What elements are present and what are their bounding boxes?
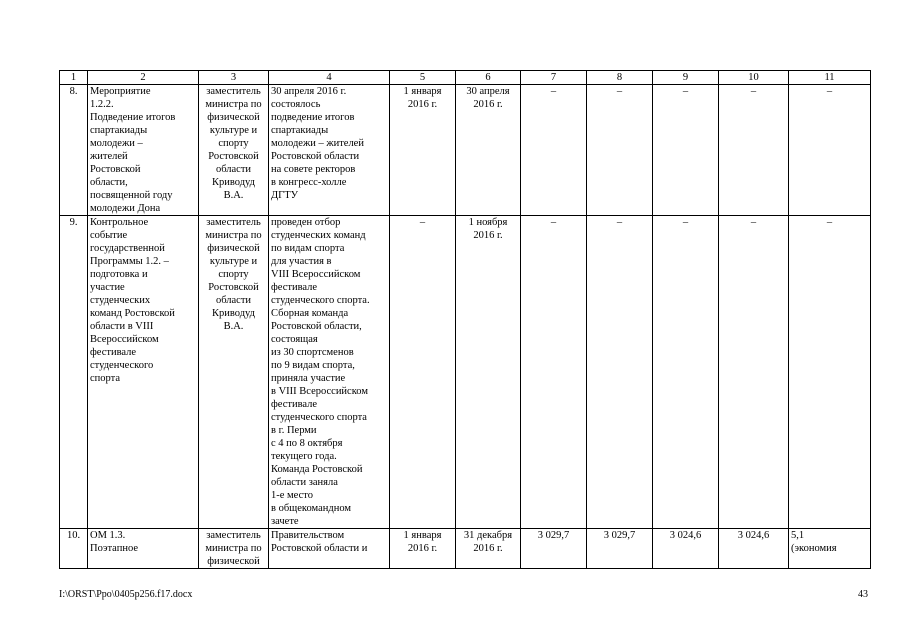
- end-date: 31 декабря 2016 г.: [456, 529, 521, 569]
- value-col10: –: [719, 216, 789, 529]
- page-number: 43: [858, 589, 868, 600]
- value-col11: 5,1 (экономия: [789, 529, 871, 569]
- table-row: [60, 216, 871, 529]
- col-header: 8: [587, 71, 653, 85]
- responsible-person: заместитель министра по физической культуре и спорту Ростовской области Криводуд В.А.: [199, 216, 269, 529]
- col-header: 3: [199, 71, 269, 85]
- value-col11: –: [789, 85, 871, 216]
- responsible-person: заместитель министра по физической культуре и спорту Ростовской области Криводуд В.А.: [199, 85, 269, 216]
- row-number: 9.: [60, 216, 88, 529]
- event-name: ОМ 1.3. Поэтапное: [88, 529, 199, 569]
- value-col10: –: [719, 85, 789, 216]
- value-col9: –: [653, 85, 719, 216]
- result-text: Правительством Ростовской области и: [269, 529, 390, 569]
- value-col8: –: [587, 216, 653, 529]
- col-header: 5: [390, 71, 456, 85]
- start-date: –: [390, 216, 456, 529]
- col-header: 9: [653, 71, 719, 85]
- value-col7: –: [521, 85, 587, 216]
- column-number-row: [60, 71, 871, 85]
- responsible-person: заместитель министра по физической: [199, 529, 269, 569]
- result-text: 30 апреля 2016 г. состоялось подведение итогов спартакиады молодежи – жителей Ростовской области на совете ректоров в конгресс-холле ДГТУ: [269, 85, 390, 216]
- value-col8: –: [587, 85, 653, 216]
- file-path: I:\ORST\Ppo\0405p256.f17.docx: [59, 589, 193, 600]
- row-number: 10.: [60, 529, 88, 569]
- col-header: 4: [269, 71, 390, 85]
- start-date: 1 января 2016 г.: [390, 529, 456, 569]
- value-col11: –: [789, 216, 871, 529]
- value-col7: –: [521, 216, 587, 529]
- col-header: 10: [719, 71, 789, 85]
- value-col10: 3 024,6: [719, 529, 789, 569]
- col-header: 11: [789, 71, 871, 85]
- value-col8: 3 029,7: [587, 529, 653, 569]
- value-col7: 3 029,7: [521, 529, 587, 569]
- row-number: 8.: [60, 85, 88, 216]
- col-header: 2: [88, 71, 199, 85]
- value-col9: –: [653, 216, 719, 529]
- table-row: [60, 529, 871, 569]
- end-date: 1 ноября 2016 г.: [456, 216, 521, 529]
- event-name: Контрольное событие государственной Программы 1.2. – подготовка и участие студенческих команд Ростовской области в VIII Всероссийском фестивале студенческого спорта: [88, 216, 199, 529]
- event-name: Мероприятие 1.2.2. Подведение итогов спартакиады молодежи – жителей Ростовской области, посвященной году молодежи Дона: [88, 85, 199, 216]
- result-text: проведен отбор студенческих команд по видам спорта для участия в VIII Всероссийском фестивале студенческого спорта. Сборная команда Ростовской области, состоящая из 30 спортсменов по 9 видам спорта, приняла участие в VIII Всероссийском фестивале студенческого спорта в г. Перми с 4 по 8 октября текущего года. Команда Ростовской области заняла 1-е место в общекомандном зачете: [269, 216, 390, 529]
- value-col9: 3 024,6: [653, 529, 719, 569]
- col-header: 6: [456, 71, 521, 85]
- report-table: [59, 70, 871, 569]
- col-header: 1: [60, 71, 88, 85]
- table-row: [60, 85, 871, 216]
- start-date: 1 января 2016 г.: [390, 85, 456, 216]
- end-date: 30 апреля 2016 г.: [456, 85, 521, 216]
- col-header: 7: [521, 71, 587, 85]
